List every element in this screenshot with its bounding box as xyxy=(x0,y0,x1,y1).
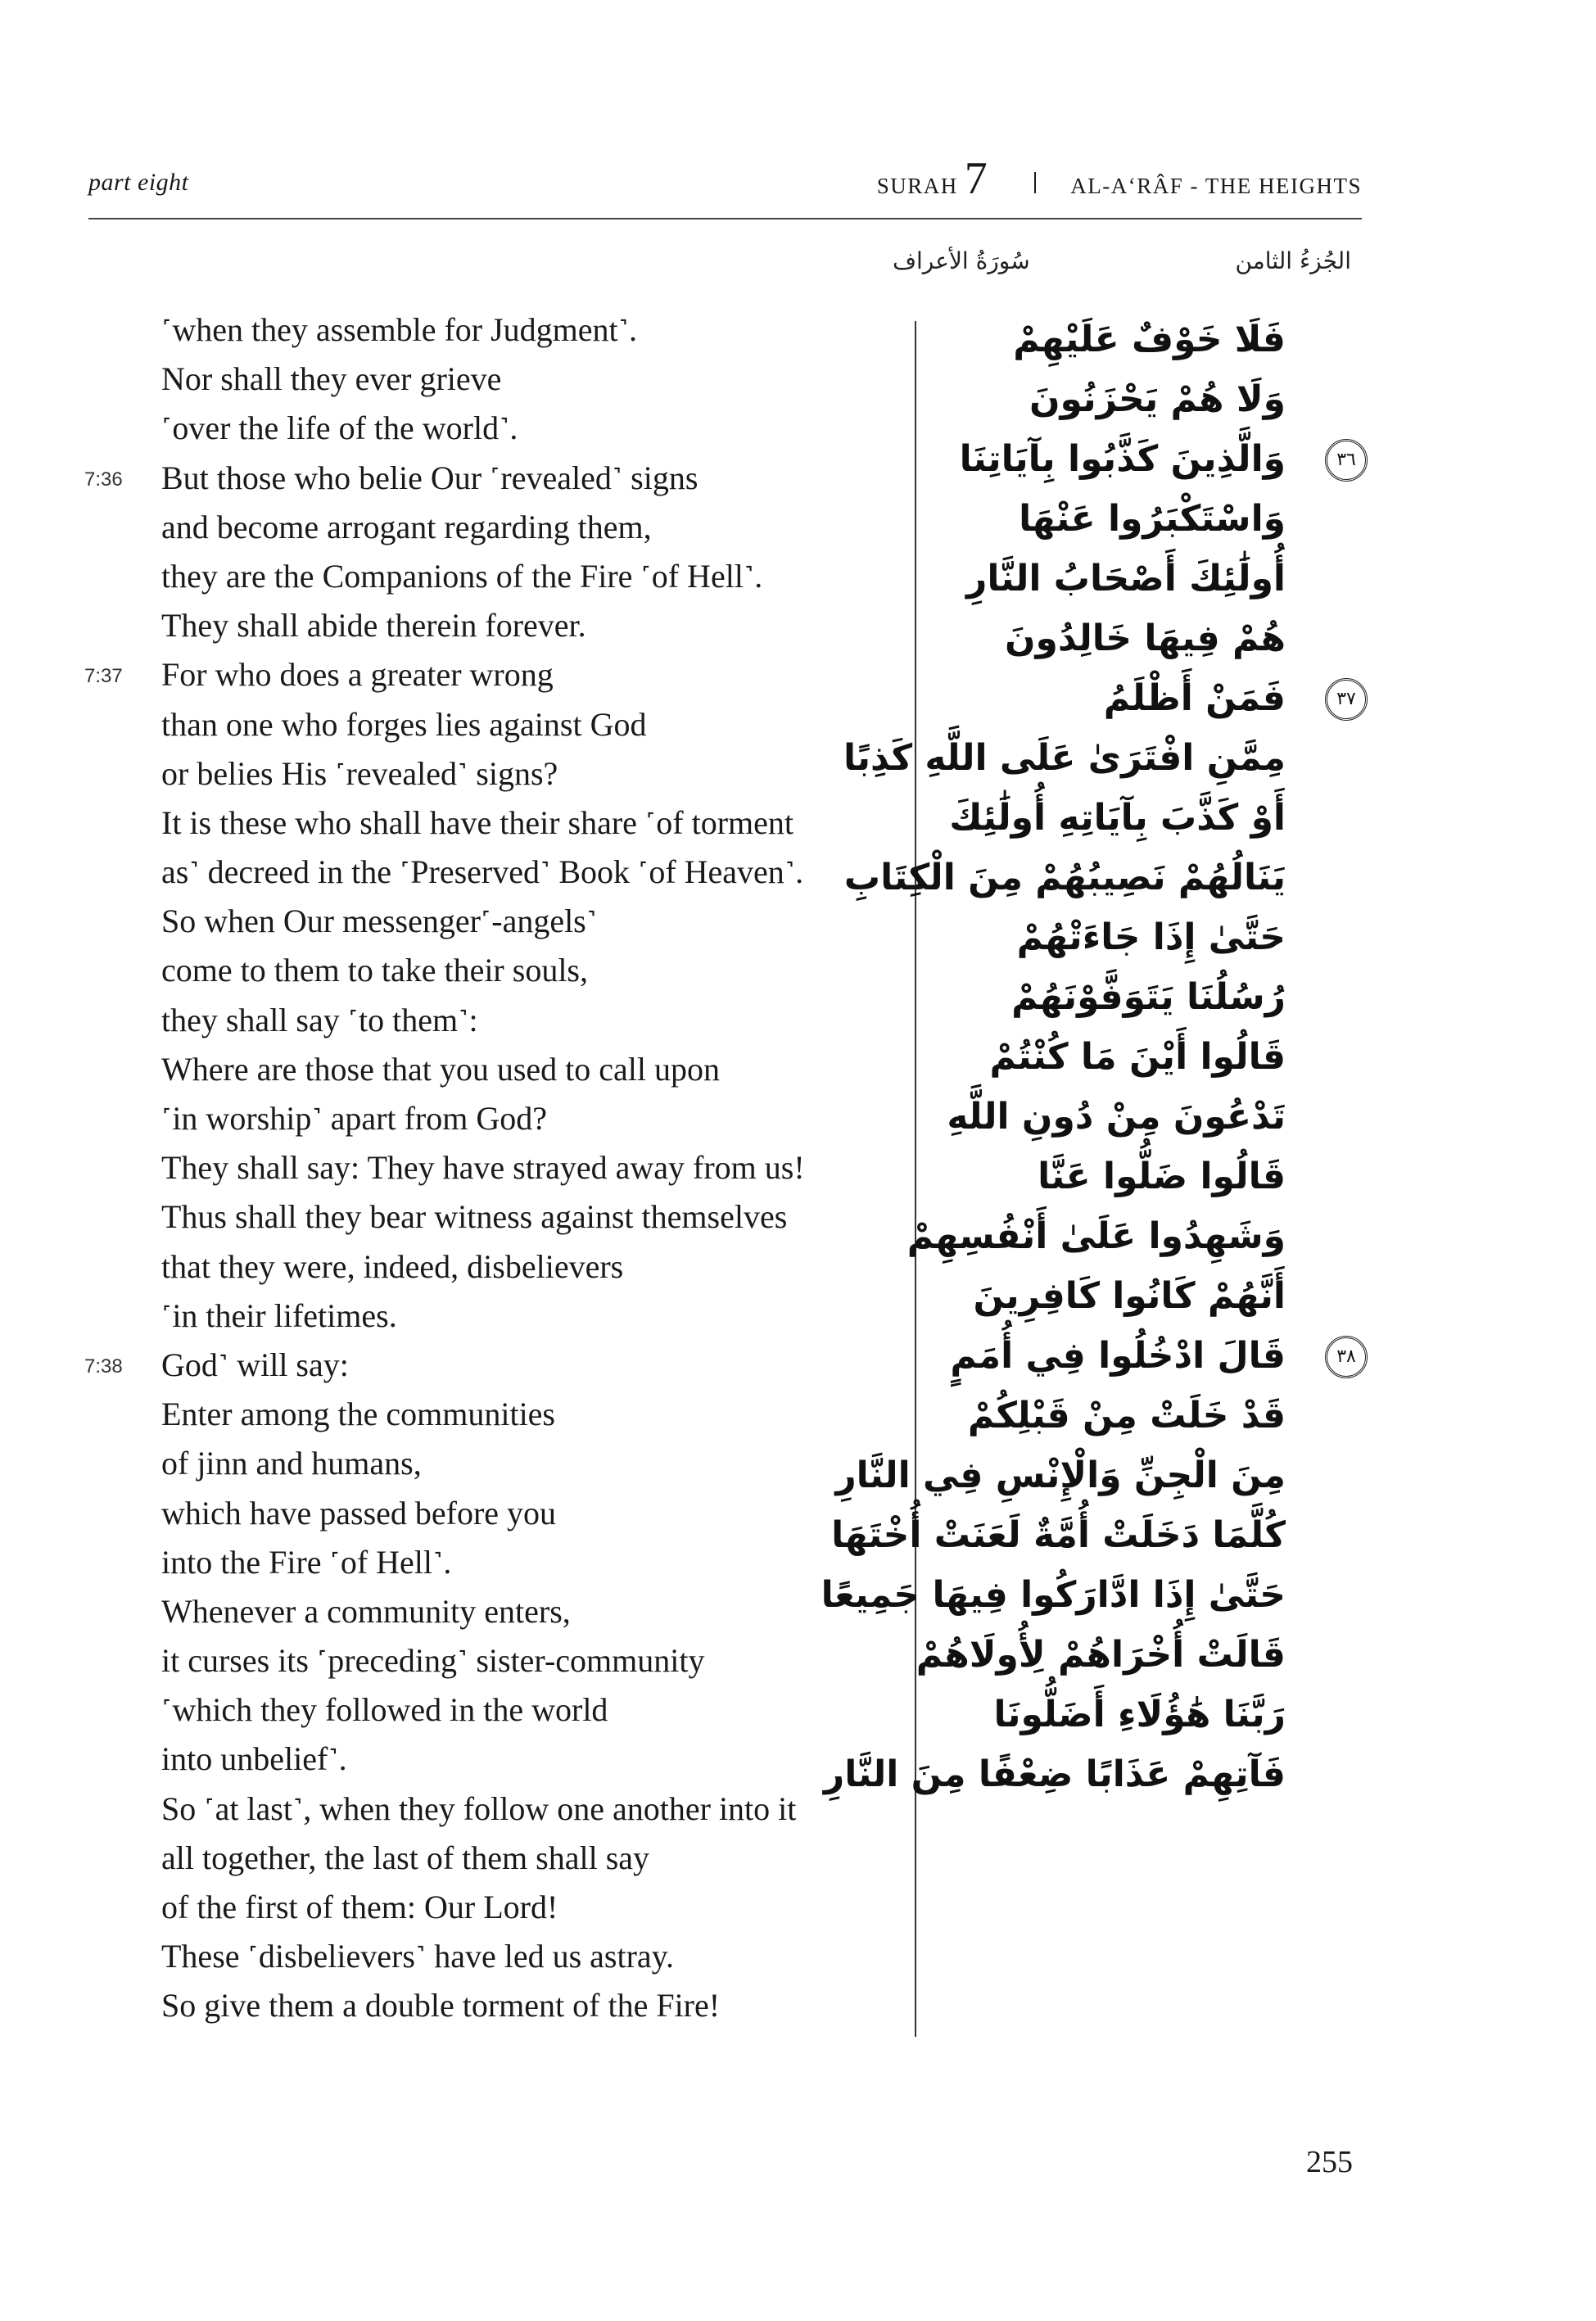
translation-line xyxy=(0,1685,909,1735)
translation-line xyxy=(0,1292,909,1341)
arabic-line xyxy=(934,369,1368,429)
translation-text: than one who forges lies against God xyxy=(161,705,647,743)
arabic-text: وَاسْتَكْبَرُوا عَنْهَا xyxy=(1019,498,1286,540)
arabic-line xyxy=(934,967,1368,1027)
arabic-text: تَدْعُونَ مِنْ دُونِ اللَّهِ xyxy=(947,1096,1286,1138)
translation-line xyxy=(0,355,909,404)
arabic-text: هُمْ فِيهَا خَالِدُونَ xyxy=(1004,618,1286,659)
translation-text: which have passed before you xyxy=(161,1494,557,1531)
translation-line xyxy=(0,946,909,995)
translation-text: ˹when they assemble for Judgment˺. xyxy=(161,311,637,348)
header-rule xyxy=(88,218,1362,219)
arabic-text: رُسُلُنَا يَتَوَفَّوْنَهُمْ xyxy=(1011,976,1286,1018)
arabic-line xyxy=(823,1744,1368,1804)
translation-text: of jinn and humans, xyxy=(161,1445,422,1482)
arabic-line xyxy=(843,848,1368,907)
arabic-text: وَلَا هُمْ يَحْزَنُونَ xyxy=(1029,378,1286,420)
arabic-text: فَآتِهِمْ عَذَابًا ضِعْفًا مِنَ النَّارِ xyxy=(823,1753,1286,1795)
arabic-line xyxy=(835,1446,1368,1505)
surah-label: SURAH xyxy=(876,174,958,198)
arabic-text: حَتَّىٰ إِذَا جَاءَتْهُمْ xyxy=(1016,916,1286,958)
arabic-text: حَتَّىٰ إِذَا ادَّارَكُوا فِيهَا جَمِيعًا xyxy=(821,1574,1286,1616)
arabic-line xyxy=(934,1386,1368,1446)
translation-text: as˺ decreed in the ˹Preserved˺ Book ˹of Heaven˺. xyxy=(161,853,804,891)
arabic-text: أَنَّهُمْ كَانُوا كَافِرِينَ xyxy=(973,1275,1286,1317)
translation-text: all together, the last of them shall say xyxy=(161,1839,650,1876)
arabic-line xyxy=(934,549,1368,609)
arabic-line xyxy=(934,907,1368,967)
translation-line xyxy=(0,1538,909,1587)
translation-line xyxy=(0,1636,909,1685)
arabic-running-header xyxy=(893,247,1351,288)
arabic-text: قَالُوا ضَلُّوا عَنَّا xyxy=(1038,1156,1286,1197)
translation-line xyxy=(0,601,909,650)
translation-text: into unbelief˺. xyxy=(161,1740,347,1778)
translation-line xyxy=(0,1341,909,1390)
arabic-text: قَالَ ادْخُلُوا فِي أُمَمٍ xyxy=(950,1335,1286,1377)
arabic-line xyxy=(934,1685,1368,1744)
translation-line xyxy=(0,650,909,699)
header-separator xyxy=(1034,172,1036,193)
translation-line xyxy=(0,700,909,749)
arabic-text: رَبَّنَا هَٰؤُلَاءِ أَضَلُّونَا xyxy=(993,1694,1286,1735)
verse-number: 7:37 xyxy=(84,665,123,688)
translation-text: it curses its ˹preceding˺ sister-community xyxy=(161,1642,705,1680)
translation-line xyxy=(0,1242,909,1292)
translation-line xyxy=(0,897,909,946)
arabic-line xyxy=(934,1147,1368,1206)
running-header-surah xyxy=(876,153,1362,204)
translation-line xyxy=(0,1785,909,1834)
arabic-line xyxy=(934,788,1368,848)
translation-text: they are the Companions of the Fire ˹of Hell˺. xyxy=(161,557,763,595)
arabic-line xyxy=(934,1087,1368,1147)
translation-line xyxy=(0,1094,909,1143)
translation-text: They shall abide therein forever. xyxy=(161,607,586,645)
translation-text: ˹in worship˺ apart from God? xyxy=(161,1100,547,1137)
translation-line xyxy=(0,1439,909,1488)
translation-text: So ˹at last˺, when they follow one another into it xyxy=(161,1789,797,1827)
translation-text: They shall say: They have strayed away from us! xyxy=(161,1149,805,1187)
translation-line xyxy=(0,1735,909,1784)
translation-line xyxy=(0,1587,909,1636)
arabic-line xyxy=(934,1027,1368,1087)
translation-line xyxy=(0,1932,909,1981)
arabic-text: قَالُوا أَيْنَ مَا كُنْتُمْ xyxy=(989,1036,1286,1078)
ayah-number-marker: ٣٧ xyxy=(1325,678,1368,721)
translation-text: But those who belie Our ˹revealed˺ signs xyxy=(161,459,699,496)
arabic-text: فَلَا خَوْفٌ عَلَيْهِمْ xyxy=(1013,319,1286,360)
arabic-line xyxy=(916,1625,1368,1685)
surah-name-arabic: سُورَةُ الأعراف xyxy=(893,247,1030,274)
translation-line xyxy=(0,503,909,552)
translation-text: Enter among the communities xyxy=(161,1396,555,1433)
arabic-line xyxy=(934,310,1368,369)
arabic-line xyxy=(934,429,1368,489)
translation-text: of the first of them: Our Lord! xyxy=(161,1889,558,1925)
arabic-text: فَمَنْ أَظْلَمُ xyxy=(1103,677,1286,719)
translation-text: Whenever a community enters, xyxy=(161,1592,571,1630)
translation-text: So when Our messenger˹-angels˺ xyxy=(161,903,598,940)
translation-text: It is these who shall have their share ˹of torment xyxy=(161,803,793,841)
translation-text: come to them to take their souls, xyxy=(161,952,588,989)
arabic-text: مِنَ الْجِنِّ وَالْإِنْسِ فِي النَّارِ xyxy=(835,1455,1286,1496)
page-number: 255 xyxy=(1306,2145,1353,2179)
translation-line xyxy=(0,552,909,601)
translation-text: they shall say ˹to them˺: xyxy=(161,1001,478,1038)
translation-line xyxy=(0,454,909,503)
arabic-line xyxy=(843,728,1368,788)
translation-line xyxy=(0,1834,909,1883)
arabic-text: كُلَّمَا دَخَلَتْ أُمَّةٌ لَعَنَتْ أُخْتَهَا xyxy=(831,1514,1286,1556)
translation-text: Where are those that you used to call upon xyxy=(161,1050,720,1088)
translation-line xyxy=(0,1981,909,2030)
translation-line xyxy=(0,848,909,897)
arabic-text: أَوْ كَذَّبَ بِآيَاتِهِ أُولَٰئِكَ xyxy=(949,797,1286,839)
translation-line xyxy=(0,1489,909,1538)
arabic-line xyxy=(934,489,1368,549)
arabic-line xyxy=(821,1565,1368,1625)
translation-text: that they were, indeed, disbelievers xyxy=(161,1247,624,1285)
translation-text: These ˹disbelievers˺ have led us astray. xyxy=(161,1938,675,1975)
arabic-line xyxy=(907,1206,1368,1266)
translation-text: Thus shall they bear witness against themselves xyxy=(161,1198,788,1236)
translation-text: or belies His ˹revealed˺ signs? xyxy=(161,754,558,792)
translation-text: into the Fire ˹of Hell˺. xyxy=(161,1543,452,1581)
arabic-text: وَالَّذِينَ كَذَّبُوا بِآيَاتِنَا xyxy=(959,438,1286,480)
translation-line xyxy=(0,404,909,453)
surah-title: AL-A‘RÂF - THE HEIGHTS xyxy=(1070,174,1362,198)
translation-text: For who does a greater wrong xyxy=(161,656,554,694)
verse-number: 7:38 xyxy=(84,1355,123,1378)
arabic-text: أُولَٰئِكَ أَصْحَابُ النَّارِ xyxy=(966,558,1286,599)
english-translation-column xyxy=(0,305,909,2031)
arabic-line xyxy=(934,1326,1368,1386)
arabic-text: قَدْ خَلَتْ مِنْ قَبْلِكُمْ xyxy=(967,1395,1286,1436)
arabic-line xyxy=(934,668,1368,728)
translation-line xyxy=(0,305,909,355)
verse-number: 7:36 xyxy=(84,468,123,491)
translation-text: God˺ will say: xyxy=(161,1346,349,1383)
translation-line xyxy=(0,1390,909,1439)
arabic-text: وَشَهِدُوا عَلَىٰ أَنْفُسِهِمْ xyxy=(907,1215,1286,1257)
ayah-number-marker: ٣٨ xyxy=(1325,1336,1368,1378)
translation-text: and become arrogant regarding them, xyxy=(161,508,652,545)
arabic-line xyxy=(934,609,1368,668)
surah-number: 7 xyxy=(964,153,989,204)
translation-text: ˹which they followed in the world xyxy=(161,1691,608,1729)
translation-line xyxy=(0,1143,909,1192)
ayah-number-marker: ٣٦ xyxy=(1325,439,1368,482)
translation-line xyxy=(0,749,909,799)
translation-text: ˹over the life of the world˺. xyxy=(161,409,518,447)
translation-line xyxy=(0,799,909,848)
running-header-part: part eight xyxy=(88,169,189,196)
juz-label: الجُزءُ الثامن xyxy=(1235,247,1351,274)
translation-line xyxy=(0,1192,909,1242)
arabic-text-column xyxy=(821,310,1368,1804)
translation-line xyxy=(0,996,909,1045)
arabic-text: يَنَالُهُمْ نَصِيبُهُمْ مِنَ الْكِتَابِ xyxy=(843,857,1286,898)
arabic-text: قَالَتْ أُخْرَاهُمْ لِأُولَاهُمْ xyxy=(916,1634,1286,1676)
arabic-line xyxy=(934,1266,1368,1326)
arabic-text: مِمَّنِ افْتَرَىٰ عَلَى اللَّهِ كَذِبًا xyxy=(843,737,1286,779)
translation-text: So give them a double torment of the Fire! xyxy=(161,1987,721,2025)
arabic-line xyxy=(831,1505,1368,1565)
translation-line xyxy=(0,1883,909,1932)
translation-line xyxy=(0,1045,909,1094)
translation-text: Nor shall they ever grieve xyxy=(161,360,502,398)
translation-text: ˹in their lifetimes. xyxy=(161,1296,397,1334)
